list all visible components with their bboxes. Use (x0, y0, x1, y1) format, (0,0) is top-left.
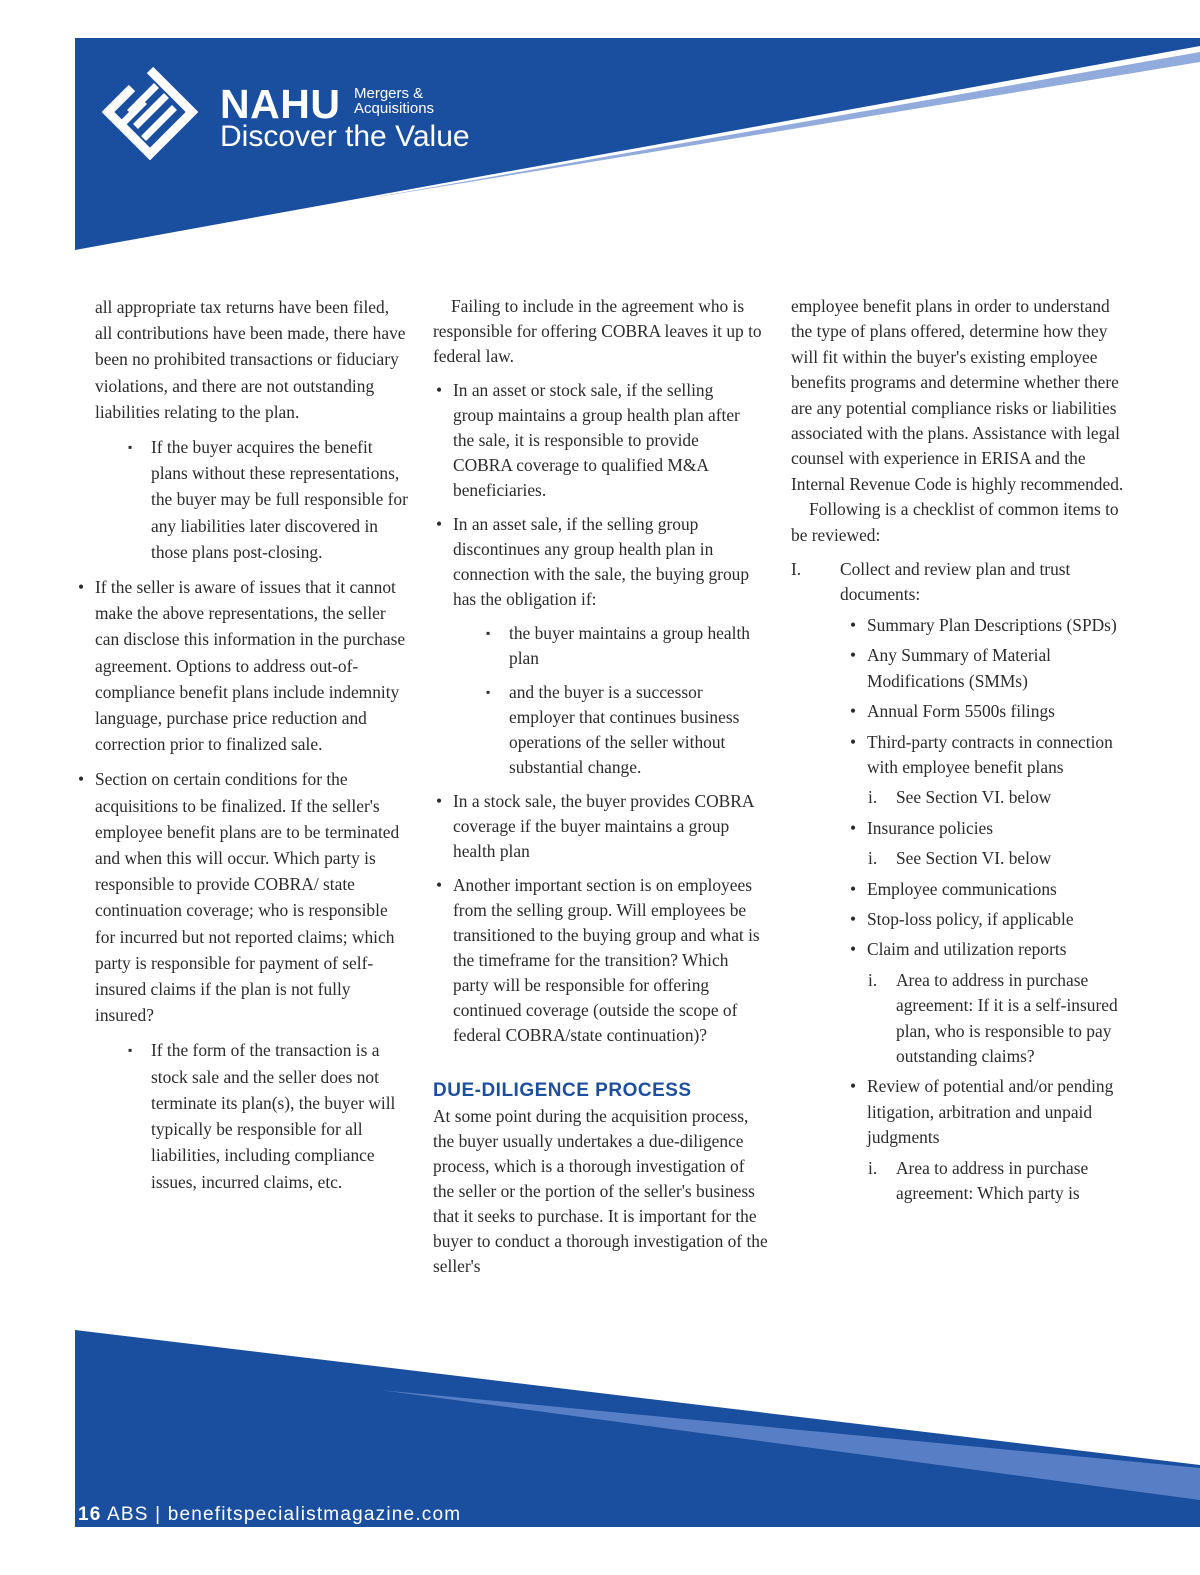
nahu-logo-icon (102, 64, 198, 160)
article-column-1 (95, 294, 410, 1195)
page-footer (78, 1504, 461, 1526)
paragraph: all appropriate tax returns have been filed, all contributions have been made, there have been no prohibited transactions or fiduciary violations, and there are not outstanding liabilities relating to the plan. (95, 297, 406, 422)
page-number: 16 (78, 1504, 102, 1525)
square-bullet-item: ▪ the buyer maintains a group health plan (509, 621, 759, 671)
bullet-item: • In an asset sale, if the selling group discontinues any group health plan in connection with the sale, the buying group has the obligation if: (453, 512, 758, 612)
bullet-item: • Stop-loss policy, if applicable (867, 907, 1122, 932)
bullet-item: • Claim and utilization reports (867, 937, 1122, 962)
bullet-item: • Third-party contracts in connection with employee benefit plans (867, 730, 1117, 781)
magazine-name: ABS (106, 1504, 149, 1525)
website-url: benefitspecialistmagazine.com (167, 1504, 462, 1525)
paragraph: At some point during the acquisition process, the buyer usually undertakes a due-diligence process, which is a thorough investigation of the seller or the portion of the seller's business that it seeks to purchase. It is important for the buyer to conduct a thorough investigation of the seller's (433, 1106, 768, 1277)
bullet-item: • If the seller is aware of issues that it cannot make the above representations, the seller can disclose this information in the purchase agreement. Options to address out-of-compliance benefit plans include indemnity language, purchase price reduction and correction prior to finalized sale. (95, 574, 410, 757)
square-bullet-item: ▪ If the buyer acquires the benefit plans without these representations, the buyer may be full responsible for any liabilities later discovered in those plans post-closing. (151, 434, 410, 565)
square-bullet-item: ▪ If the form of the transaction is a stock sale and the seller does not terminate its plan(s), the buyer will typically be responsible for all liabilities, including compliance issues, incurred claims, etc. (151, 1037, 410, 1194)
roman-subitem: i. See Section VI. below (868, 848, 1052, 869)
section-heading: DUE-DILIGENCE PROCESS (433, 1080, 692, 1101)
bullet-item: • In a stock sale, the buyer provides COBRA coverage if the buyer maintains a group health plan (453, 789, 758, 864)
square-bullet-item: ▪ and the buyer is a successor employer that continues business operations of the seller without substantial change. (509, 680, 764, 780)
bullet-item: • Annual Form 5500s filings (867, 699, 1122, 724)
brand-name: NAHU (220, 81, 341, 127)
roman-numeral-item: I. Collect and review plan and trust documents: (791, 559, 1071, 605)
brand-subtitle: Mergers & Acquisitions (354, 85, 435, 117)
bullet-item: • Any Summary of Material Modifications (SMMs) (867, 643, 1122, 694)
roman-subitem: i. Area to address in purchase agreement: Which party is (868, 1157, 1089, 1203)
bullet-item: • Another important section is on employees from the selling group. Will employees be transitioned to the buying group and what is the timeframe for the transition? Which party will be responsible for offering continued coverage (outside the scope of federal COBRA/state continuation)? (453, 873, 765, 1048)
bullet-item: • Section on certain conditions for the acquisitions to be finalized. If the seller's employee benefit plans are to be terminated and when this will occur. Which party is responsible to provide COBRA/ state continuation coverage; who is responsible for incurred but not reported claims; which party is responsible for payment of self-insured claims if the plan is not fully insured? (95, 766, 410, 1028)
bullet-item: • Insurance policies (867, 816, 1122, 841)
bullet-item: • Employee communications (867, 877, 1122, 902)
roman-numeral: I. (791, 559, 802, 580)
brand-tagline: Discover the Value (220, 120, 470, 153)
bullet-item: • In an asset or stock sale, if the selling group maintains a group health plan after the sale, it is responsible to provide COBRA coverage to qualified M&A beneficiaries. (453, 378, 758, 503)
paragraph: Following is a checklist of common items to be reviewed: (791, 499, 1119, 545)
article-column-3 (791, 294, 1131, 1206)
roman-subitem: i. Area to address in purchase agreement: If it is a self-insured plan, who is responsible to pay outstanding claims? (868, 969, 1118, 1066)
footer-banner (0, 1320, 1200, 1575)
bullet-item: • Review of potential and/or pending litigation, arbitration and unpaid judgments (867, 1074, 1122, 1150)
paragraph: employee benefit plans in order to understand the type of plans offered, determine how they will fit within the buyer's existing employee benefits programs and determine whether there are any potential compliance risks or liabilities associated with the plans. Assistance with legal counsel with experience in ERISA and the Internal Revenue Code is highly recommended. (791, 296, 1124, 494)
bullet-item: • Summary Plan Descriptions (SPDs) (867, 613, 1117, 638)
footer-separator: | (155, 1504, 162, 1525)
article-column-2 (433, 294, 768, 1279)
paragraph: Failing to include in the agreement who is responsible for offering COBRA leaves it up to federal law. (433, 296, 762, 366)
roman-subitem: i. See Section VI. below (868, 787, 1052, 808)
